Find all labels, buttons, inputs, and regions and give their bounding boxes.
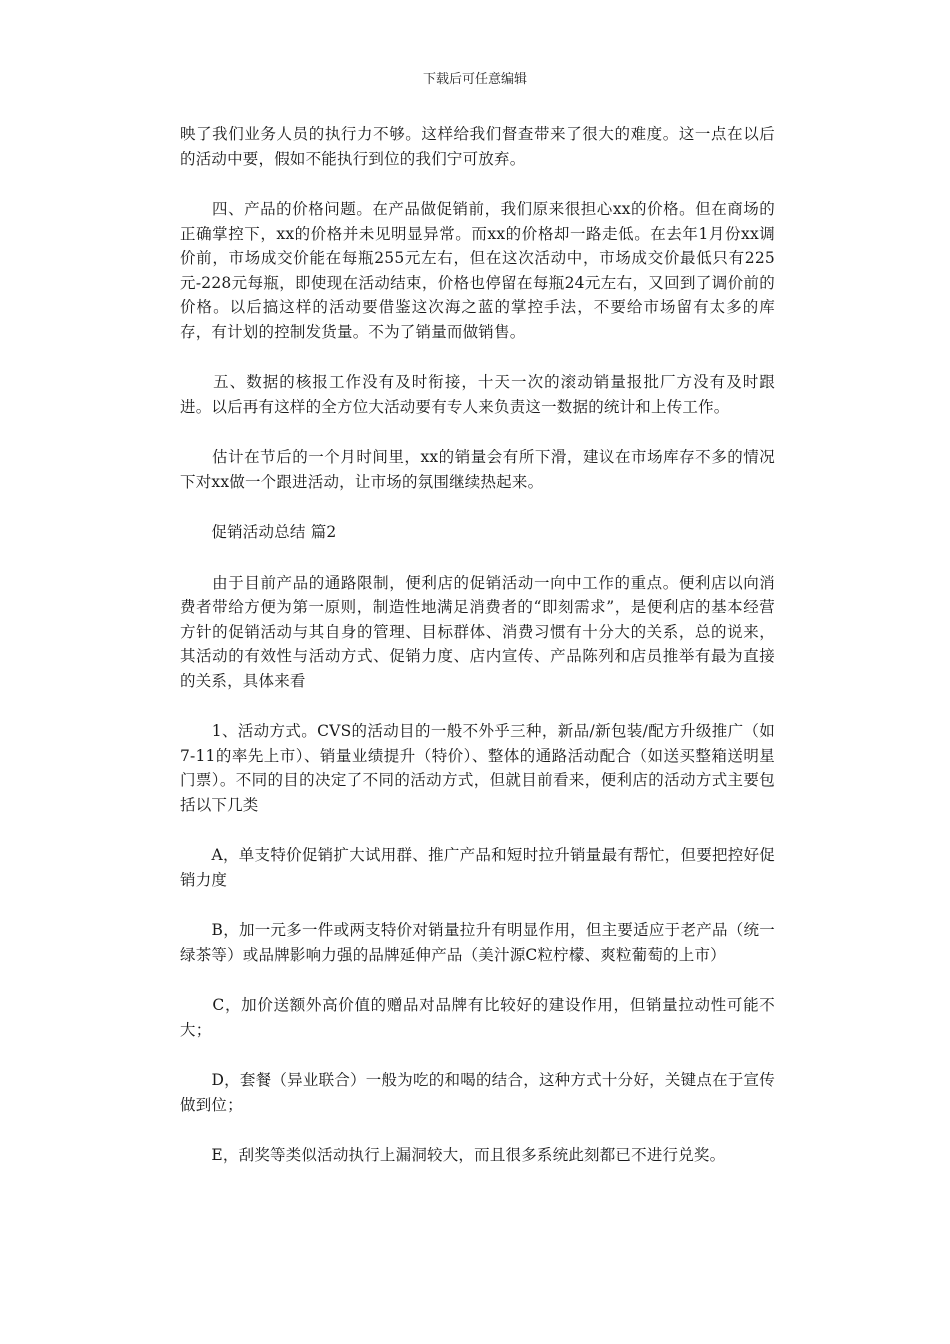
paragraph-item-b: B，加一元多一件或两支特价对销量拉升有明显作用，但主要适应于老产品（统一绿茶等）或品牌影响力强的品牌延伸产品（美汁源C粒柠檬、爽粒葡萄的上市） [180, 921, 775, 964]
paragraph-price-issue: 四、产品的价格问题。在产品做促销前，我们原来很担心xx的价格。但在商场的正确掌控下，xx的价格并未见明显异常。而xx的价格却一路走低。在去年1月份xx调价前，市场成交价能在每瓶255元左右，但在这次活动中，市场成交价最低只有225元-228元每瓶，即使现在活动结束，价格也停留在每瓶24元左右，又回到了调价前的价格。以后搞这样的活动要借鉴这次海之蓝的掌控手法，不要给市场留有太多的库存，有计划的控制发货量。不为了销量而做销售。 [180, 200, 775, 341]
page-header: 下载后可任意编辑 [422, 72, 527, 87]
paragraph-continuation: 映了我们业务人员的执行力不够。这样给我们督查带来了很大的难度。这一点在以后的活动中要，假如不能执行到位的我们宁可放弃。 [180, 125, 775, 168]
paragraph-intro: 由于目前产品的通路限制，便利店的促销活动一向中工作的重点。便利店以向消费者带给方便为第一原则，制造性地满足消费者的“即刻需求”，是便利店的基本经营方针的促销活动与其自身的管理、目标群体、消费习惯有十分大的关系，总的说来，其活动的有效性与活动方式、促销力度、店内宣传、产品陈列和店员推举有最为直接的关系，具体来看 [180, 573, 775, 690]
paragraph-item-d: D，套餐（异业联合）一般为吃的和喝的结合，这种方式十分好，关键点在于宣传做到位； [180, 1071, 775, 1114]
paragraph-data-reporting: 五、数据的核报工作没有及时衔接，十天一次的滚动销量报批厂方没有及时跟进。以后再有这样的全方位大活动要有专人来负责这一数据的统计和上传工作。 [180, 373, 775, 416]
paragraph-item-e: E，刮奖等类似活动执行上漏洞较大，而且很多系统此刻都已不进行兑奖。 [180, 1146, 726, 1164]
paragraph-sales-estimate: 估计在节后的一个月时间里，xx的销量会有所下滑，建议在市场库存不多的情况下对xx做一个跟进活动，让市场的氛围继续热起来。 [180, 448, 775, 491]
paragraph-activity-method: 1、活动方式。CVS的活动目的一般不外乎三种，新品/新包装/配方升级推广（如7-11的率先上市）、销量业绩提升（特价）、整体的通路活动配合（如送买整箱送明星门票）。不同的目的决定了不同的活动方式，但就目前看来，便利店的活动方式主要包括以下几类 [180, 722, 775, 814]
section-heading: 促销活动总结 篇2 [180, 523, 337, 541]
paragraph-item-a: A，单支特价促销扩大试用群、推广产品和短时拉升销量最有帮忙，但要把控好促销力度 [180, 846, 775, 889]
paragraph-item-c: C，加价送额外高价值的赠品对品牌有比较好的建设作用，但销量拉动性可能不大； [180, 996, 775, 1039]
document-body [180, 122, 775, 1194]
